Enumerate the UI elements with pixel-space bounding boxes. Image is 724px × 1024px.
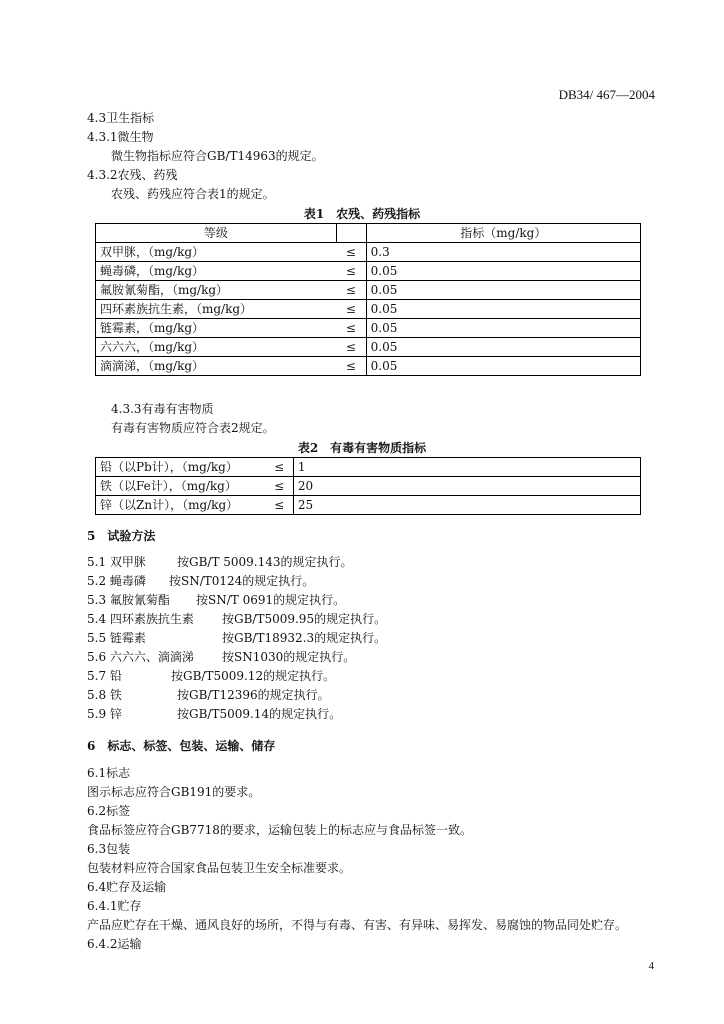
section-6-line: 产品应贮存在干燥、通风良好的场所，不得与有毒、有害、有异味、易挥发、易腐蚀的物品同处贮存。	[87, 918, 628, 932]
method-number: 5.3	[87, 593, 107, 607]
table2-item-value: 25	[293, 496, 640, 515]
table1-item-name: 链霉素，（mg/kg）	[96, 319, 337, 338]
section-6-line: 6.2标签	[87, 804, 131, 818]
table1-item-value: 0.05	[366, 281, 640, 300]
table1-item-value: 0.05	[366, 319, 640, 338]
section-6-line: 包装材料应符合国家食品包装卫生安全标准要求。	[87, 861, 352, 875]
method-number: 5.9	[87, 707, 107, 721]
method-number: 5.6	[87, 650, 107, 664]
method-subject: 链霉素	[109, 631, 146, 645]
method-subject: 氟胺氰菊酯	[109, 593, 170, 607]
method-subject: 铅	[109, 669, 122, 683]
section-6-line: 食品标签应符合GB7718的要求，运输包装上的标志应与食品标签一致。	[87, 823, 472, 837]
method-reference: 按GB/T5009.14的规定执行。	[177, 707, 342, 721]
method-subject: 四环素族抗生素	[109, 612, 194, 626]
section-6-line: 6.4贮存及运输	[87, 880, 167, 894]
table1-row	[96, 319, 641, 338]
table2-item-value: 20	[293, 477, 640, 496]
table1-item-value: 0.05	[366, 300, 640, 319]
table1-row	[96, 281, 641, 300]
method-number: 5.1	[87, 555, 107, 569]
table1-row	[96, 357, 641, 376]
method-subject: 锌	[109, 707, 122, 721]
section-6-line: 6.4.2运输	[87, 937, 142, 951]
table2-operator: ≤	[265, 458, 293, 477]
method-subject: 六六六、滴滴涕	[109, 650, 194, 664]
method-item-label	[87, 687, 122, 703]
table2-item-value: 1	[293, 458, 640, 477]
table2-row	[96, 458, 641, 477]
section-6-title: 6 标志、标签、包装、运输、储存	[87, 739, 276, 753]
method-reference: 按GB/T 5009.143的规定执行。	[177, 555, 353, 569]
method-reference: 按SN/T 0691的规定执行。	[196, 593, 346, 607]
method-reference: 按SN/T0124的规定执行。	[169, 574, 315, 588]
method-item-label	[87, 554, 146, 570]
table1-item-name: 蝇毒磷，（mg/kg）	[96, 262, 337, 281]
standard-code: DB34/ 467—2004	[558, 87, 655, 102]
table1-item-value: 0.05	[366, 357, 640, 376]
table1-operator: ≤	[336, 262, 366, 281]
table1-operator: ≤	[336, 357, 366, 376]
table2-item-name: 铅（以Pb计），（mg/kg）	[96, 458, 266, 477]
table1-operator: ≤	[336, 243, 366, 262]
method-item-label	[87, 630, 146, 646]
method-item-label	[87, 706, 122, 722]
table1-row	[96, 262, 641, 281]
table2-item-name: 锌（以Zn计），（mg/kg）	[96, 496, 266, 515]
table1-item-value: 0.05	[366, 338, 640, 357]
method-reference: 按GB/T12396的规定执行。	[177, 688, 330, 702]
heading-4-3-3: 4.3.3有毒有害物质	[111, 402, 214, 416]
table1-item-name: 氟胺氰菊酯，（mg/kg）	[96, 281, 337, 300]
section-6-line: 6.3包装	[87, 842, 131, 856]
table1-operator: ≤	[336, 319, 366, 338]
table2-caption: 表2 有毒有害物质指标	[297, 441, 427, 455]
method-item-label	[87, 611, 194, 627]
table1-header-grade: 等级	[96, 224, 337, 243]
method-reference: 按GB/T5009.95的规定执行。	[222, 612, 387, 626]
method-item-label	[87, 668, 122, 684]
method-item-label	[87, 573, 146, 589]
table1-item-name: 双甲脒，（mg/kg）	[96, 243, 337, 262]
method-subject: 铁	[109, 688, 122, 702]
heading-4-3-2: 4.3.2农残、药残	[87, 168, 178, 182]
method-item-label	[87, 592, 170, 608]
section-6-line: 图示标志应符合GB191的要求。	[87, 785, 261, 799]
method-number: 5.5	[87, 631, 107, 645]
table1-item-name: 四环素族抗生素，（mg/kg）	[96, 300, 337, 319]
method-subject: 蝇毒磷	[109, 574, 146, 588]
method-subject: 双甲脒	[109, 555, 146, 569]
para-4-3-2: 农残、药残应符合表1的规定。	[111, 187, 275, 201]
table1-caption: 表1 农残、药残指标	[303, 207, 421, 221]
table1-operator: ≤	[336, 338, 366, 357]
table1-item-value: 0.05	[366, 262, 640, 281]
method-reference: 按GB/T18932.3的规定执行。	[222, 631, 387, 645]
table1-row	[96, 243, 641, 262]
section-6-line: 6.4.1贮存	[87, 899, 142, 913]
table1-row	[96, 338, 641, 357]
table1-item-name: 滴滴涕，（mg/kg）	[96, 357, 337, 376]
method-number: 5.7	[87, 669, 107, 683]
table1-row	[96, 300, 641, 319]
method-number: 5.8	[87, 688, 107, 702]
section-6-line: 6.1标志	[87, 766, 131, 780]
method-reference: 按SN1030的规定执行。	[222, 650, 356, 664]
table2-item-name: 铁（以Fe计），（mg/kg）	[96, 477, 266, 496]
table2-row	[96, 477, 641, 496]
table2	[95, 457, 641, 515]
method-item-label	[87, 649, 194, 665]
method-number: 5.4	[87, 612, 107, 626]
para-4-3-1: 微生物指标应符合GB/T14963的规定。	[111, 149, 324, 163]
table1-operator: ≤	[336, 300, 366, 319]
method-reference: 按GB/T5009.12的规定执行。	[171, 669, 336, 683]
table1-item-name: 六六六，（mg/kg）	[96, 338, 337, 357]
table1	[95, 223, 641, 376]
para-4-3-3: 有毒有害物质应符合表2规定。	[111, 421, 275, 435]
table2-operator: ≤	[265, 496, 293, 515]
table1-operator: ≤	[336, 281, 366, 300]
heading-4-3: 4.3卫生指标	[87, 111, 155, 125]
section-5-title: 5 试验方法	[87, 529, 156, 543]
table1-header-row	[96, 224, 641, 243]
table2-operator: ≤	[265, 477, 293, 496]
page-number: 4	[648, 960, 654, 972]
table2-row	[96, 496, 641, 515]
table1-header-index: 指标（mg/kg）	[366, 224, 640, 243]
method-number: 5.2	[87, 574, 107, 588]
table1-item-value: 0.3	[366, 243, 640, 262]
heading-4-3-1: 4.3.1微生物	[87, 130, 154, 144]
